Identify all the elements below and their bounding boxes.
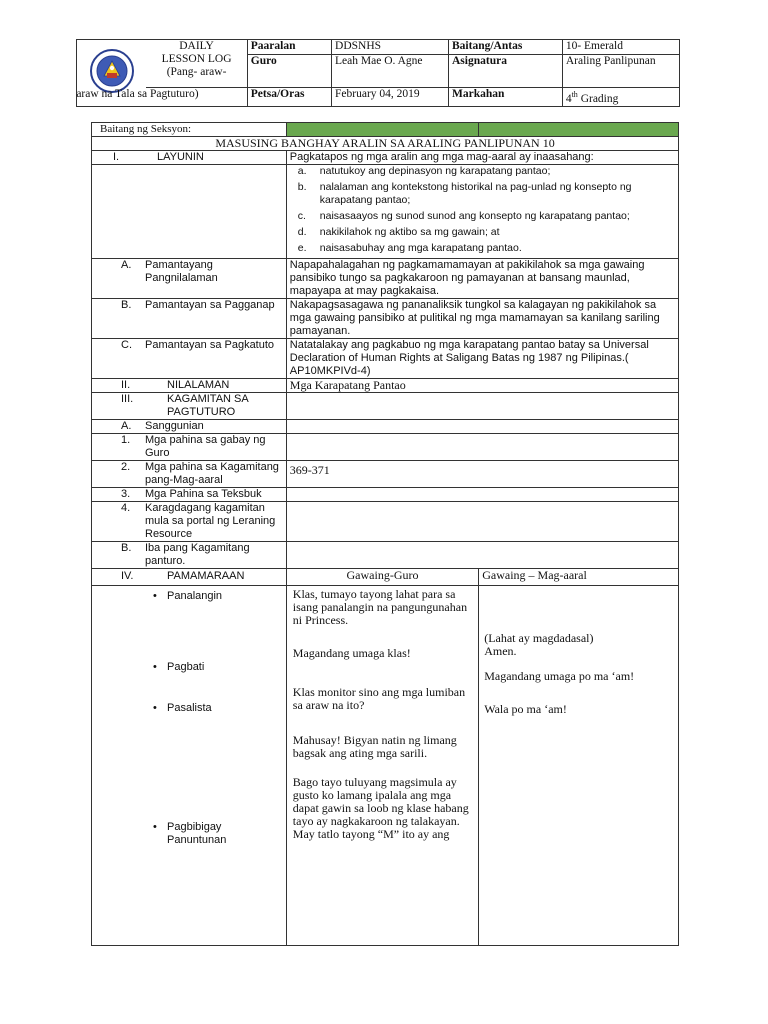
doc-title-block — [146, 40, 247, 88]
asignatura-label: Asignatura — [449, 55, 563, 88]
doc-title-line4-cell — [76, 88, 247, 107]
r4-heading — [92, 502, 287, 542]
ii-heading — [92, 379, 287, 393]
lesson-plan-table — [91, 122, 679, 946]
ib-label: Iba pang Kagamitang panturo. — [145, 542, 250, 567]
seksyon-cell-1 — [286, 123, 478, 137]
r4-value — [286, 502, 678, 542]
b-heading — [92, 299, 287, 339]
objective-item — [290, 181, 675, 207]
asignatura-value: Araling Panlipunan — [562, 55, 679, 88]
baitang-value: 10- Emerald — [562, 40, 679, 55]
layunin-num: I. — [113, 151, 120, 163]
objective-item — [290, 210, 675, 223]
layunin-empty — [92, 165, 287, 259]
r2-num: 2. — [121, 461, 131, 473]
ib-value — [286, 542, 678, 569]
guro-line-6: May tatlo tayong “M” ito ay ang — [292, 827, 450, 841]
markahan-label: Markahan — [449, 88, 563, 107]
mag-line-3: Magandang umaga po ma ‘am! — [484, 669, 635, 683]
a-heading — [92, 259, 287, 299]
petsa-label: Petsa/Oras — [247, 88, 331, 107]
step-pasalista: • Pasalista — [95, 702, 283, 715]
a-label: Pamantayang Pangnilalaman — [145, 259, 218, 284]
sang-label: Sanggunian — [145, 420, 204, 432]
iv-heading — [92, 569, 287, 586]
guro-label: Guro — [247, 55, 331, 88]
a-num: A. — [121, 259, 132, 271]
ii-value: Mga Karapatang Pantao — [286, 379, 678, 393]
layunin-heading — [92, 151, 287, 165]
iii-num: III. — [121, 393, 134, 405]
b-label: Pamantayan sa Pagganap — [145, 299, 275, 311]
ib-heading — [92, 542, 287, 569]
header-table — [76, 39, 680, 107]
r3-value — [286, 488, 678, 502]
baitang-label: Baitang/Antas — [449, 40, 563, 55]
doc-title-line1: DAILY — [179, 40, 214, 52]
ib-num: B. — [121, 542, 132, 554]
plan-title: MASUSING BANGHAY ARALIN SA ARALING PANLIPUNAN 10 — [92, 137, 679, 151]
mag-activity-cell — [479, 586, 679, 946]
objective-marker: e. — [297, 242, 307, 254]
objective-text: naisasabuhay ang mga karapatang pantao. — [319, 242, 522, 254]
guro-line-4: Mahusay! Bigyan natin ng limang bagsak ang ating mga sarili. — [292, 733, 457, 760]
r3-heading — [92, 488, 287, 502]
objective-item — [290, 165, 675, 178]
iv-label: PAMAMARAAN — [167, 570, 245, 582]
seksyon-label: Baitang ng Seksyon: — [92, 123, 287, 137]
sang-num: A. — [121, 420, 132, 432]
mag-line-4: Wala po ma ‘am! — [484, 702, 567, 716]
r3-num: 3. — [121, 488, 131, 500]
mag-line-2: Amen. — [484, 644, 517, 658]
r1-label: Mga pahina sa gabay ng Guro — [145, 434, 266, 459]
doc-title-line2: LESSON LOG — [161, 53, 232, 65]
iv-num: IV. — [121, 570, 134, 582]
r3-label: Mga Pahina sa Teksbuk — [145, 488, 262, 500]
objectives-list — [290, 165, 675, 255]
ii-num: II. — [121, 379, 131, 391]
step-pagbati: • Pagbati — [95, 661, 283, 674]
steps-cell — [92, 586, 287, 946]
guro-value: Leah Mae O. Agne — [332, 55, 449, 88]
col-header-guro: Gawaing-Guro — [286, 569, 478, 586]
guro-line-2: Magandang umaga klas! — [292, 646, 411, 660]
objective-marker: d. — [297, 226, 307, 238]
sang-value — [286, 420, 678, 434]
petsa-value: February 04, 2019 — [332, 88, 449, 107]
objective-marker: b. — [297, 181, 307, 193]
r2-value: 369-371 — [286, 461, 678, 488]
sang-heading — [92, 420, 287, 434]
markahan-num: 4 — [565, 92, 572, 105]
paaralan-value: DDSNHS — [332, 40, 449, 55]
c-label: Pamantayan sa Pagkatuto — [145, 339, 275, 351]
ii-label: NILALAMAN — [167, 379, 230, 391]
r4-label: Karagdagang kagamitan mula sa portal ng Leraning Resource — [145, 502, 276, 540]
markahan-value — [562, 88, 679, 107]
objective-marker: a. — [297, 165, 307, 177]
objective-text: naisasaayos ng sunod sunod ang konsepto ng karapatang pantao; — [319, 210, 630, 222]
seksyon-cell-2 — [479, 123, 679, 137]
deped-seal-logo — [90, 49, 134, 93]
r2-heading — [92, 461, 287, 488]
step-pagbibigay-panuntunan: • Pagbibigay Panuntunan — [95, 821, 247, 847]
iii-label: KAGAMITAN SA PAGTUTURO — [167, 393, 249, 418]
layunin-intro: Pagkatapos ng mga aralin ang mga mag-aaral ay inaasahang: — [286, 151, 678, 165]
c-num: C. — [121, 339, 132, 351]
objective-item — [290, 226, 675, 239]
doc-title-line3: (Pang- araw- — [166, 66, 227, 78]
c-heading — [92, 339, 287, 379]
r2-label: Mga pahina sa Kagamitang pang-Mag-aaral — [145, 461, 279, 486]
mag-line-1: (Lahat ay magdadasal) — [484, 631, 594, 645]
a-value: Napapahalagahan ng pagkamamamayan at pakikilahok sa mga gawaing pansibiko tungo sa pagkakaroon ng pamayanan at bansang maunlad, mapayapa at may pagkakaisa. — [286, 259, 678, 299]
step-panalangin: • Panalangin — [95, 590, 283, 603]
objective-text: nalalaman ang kontekstong historikal na pag-unlad ng konsepto ng karapatang pantao; — [319, 181, 632, 206]
objective-text: natutukoy ang depinasyon ng karapatang pantao; — [319, 165, 551, 177]
objective-text: nakikilahok ng aktibo sa mg gawain; at — [319, 226, 500, 238]
objective-marker: c. — [297, 210, 306, 222]
layunin-label: LAYUNIN — [157, 151, 204, 163]
guro-activity-cell — [286, 586, 478, 946]
markahan-rest: Grading — [577, 92, 619, 105]
r4-num: 4. — [121, 502, 131, 514]
guro-line-1: Klas, tumayo tayong lahat para sa isang panalangin na pangungunahan ni Princess. — [292, 587, 468, 627]
col-header-mag: Gawaing – Mag-aaral — [479, 569, 679, 586]
objectives-cell — [286, 165, 678, 259]
r1-heading — [92, 434, 287, 461]
doc-title-line4: araw na Tala sa Pagtuturo) — [76, 88, 199, 100]
r1-value — [286, 434, 678, 461]
b-num: B. — [121, 299, 132, 311]
paaralan-label: Paaralan — [247, 40, 331, 55]
guro-line-3: Klas monitor sino ang mga lumiban sa araw na ito? — [292, 685, 466, 712]
iii-heading — [92, 393, 287, 420]
guro-line-5: Bago tayo tuluyang magsimula ay gusto ko lamang ipalala ang mga dapat gawin sa loob ng klase habang tayo ay nagkakaroon ng talakayan. — [292, 775, 469, 828]
r1-num: 1. — [121, 434, 131, 446]
b-value: Nakapagsasagawa ng pananaliksik tungkol sa kalagayan ng pakikilahok sa mga gawaing pansibiko at pulitikal ng mga mamamayan sa kanilang sariling pamayanan. — [286, 299, 678, 339]
iii-value — [286, 393, 678, 420]
objective-item — [290, 242, 675, 255]
c-value: Natatalakay ang pagkabuo ng mga karapatang pantao batay sa Universal Declaration of Human Rights at Saligang Batas ng 1987 ng Pilipinas.( AP10MKPIVd-4) — [286, 339, 678, 379]
markahan-sup: th — [571, 90, 578, 99]
